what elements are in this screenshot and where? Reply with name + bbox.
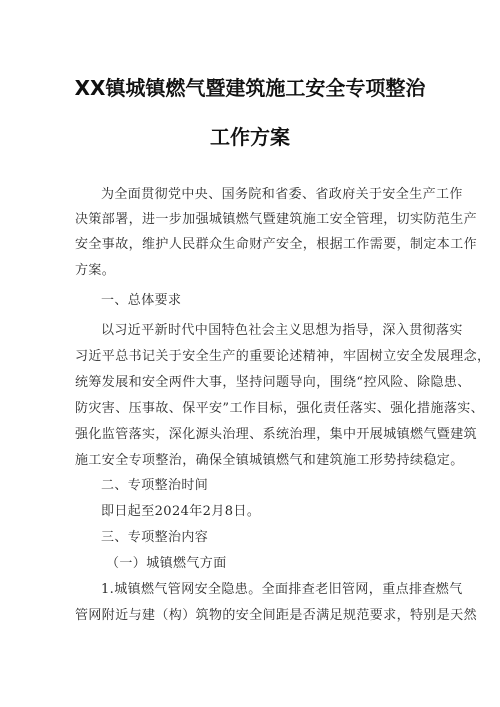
- section-1-line-1: 以习近平新时代中国特色社会主义思想为指导，深入贯彻落实: [101, 323, 463, 338]
- section-1-line-2: 习近平总书记关于安全生产的重要论述精神，牢固树立安全发展理念，: [75, 349, 491, 364]
- section-1-line-3: 统筹发展和安全两件大事，坚持问题导向，围绕“控风险、除隐患、: [75, 375, 471, 390]
- section-1-line-5: 强化监管落实，深化源头治理、系统治理，集中开展城镇燃气暨建筑: [75, 427, 478, 442]
- section-3-line-2: 管网附近与建（构）筑物的安全间距是否满足规范要求，特别是天然: [75, 608, 478, 623]
- document-title-line-1: XX镇城镇燃气暨建筑施工安全专项整治: [74, 76, 426, 100]
- intro-line-1: 为全面贯彻党中央、国务院和省委、省政府关于安全生产工作: [101, 187, 463, 202]
- intro-line-2: 决策部署，进一步加强城镇燃气暨建筑施工安全管理，切实防范生产: [75, 212, 478, 227]
- section-1-line-4: 防灾害、压事故、保平安”工作目标，强化责任落实、强化措施落实、: [75, 401, 485, 416]
- section-2-text: 即日起至2024年2月8日。: [101, 504, 261, 519]
- section-2-heading: 二、专项整治时间: [101, 478, 209, 493]
- section-1-line-6: 施工安全专项整治，确保全镇城镇燃气和建筑施工形势持续稳定。: [75, 453, 464, 468]
- intro-line-4: 方案。: [75, 263, 116, 278]
- section-1-heading: 一、总体要求: [101, 293, 182, 308]
- section-3-heading: 三、专项整治内容: [101, 530, 209, 545]
- document-title-line-2: 工作方案: [210, 125, 290, 149]
- intro-line-3: 安全事故，维护人民群众生命财产安全，根据工作需要，制定本工作: [75, 237, 478, 252]
- section-3-sub-heading-1: （一）城镇燃气方面: [106, 556, 227, 571]
- section-3-line-1: 1.城镇燃气管网安全隐患。全面排查老旧管网，重点排查燃气: [101, 582, 463, 597]
